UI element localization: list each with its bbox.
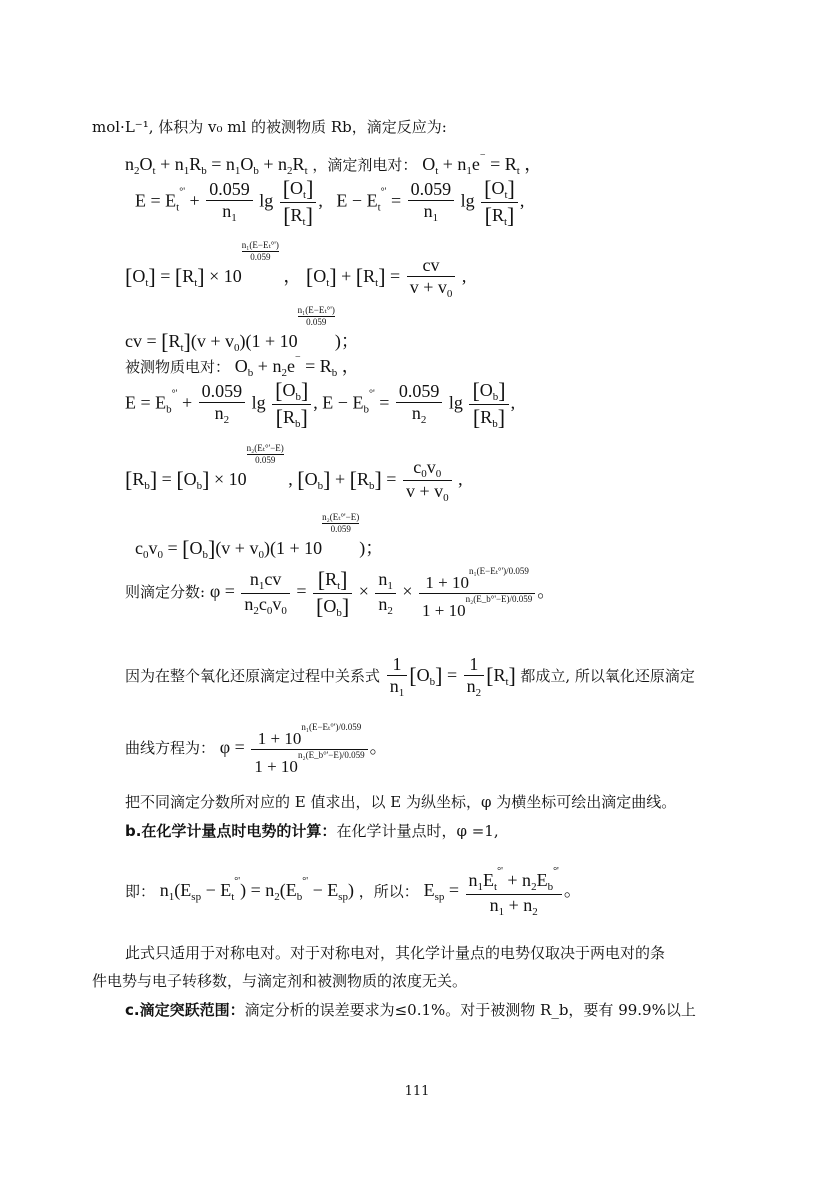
titrant-pair-label: ，滴定剂电对： [312, 156, 418, 174]
eq-phi: φ = $\frac{n_1cv}{n_2c_0v_0}$ = $\frac{[R_t]}{[O_b]}$ × $\frac{n_1}{n_2}$ × $\frac{1 + 10^{n_1(E-E_t^\circ')/0.059}}{1 + 10^{n_2(E\_b^\circ'-E)/0.059}}$ 。 [209, 566, 556, 620]
b-text: 在化学计量点时，φ =1, [336, 822, 499, 840]
frac-ob-rb: $\frac{[O_b]}{[R_b]}$ [272, 378, 311, 430]
eq-curve: φ = $\frac{1 + 10^{n_1(E-E_t^\circ')/0.059}}{1 + 10^{n_2(E\_b^\circ'-E)/0.059}}$ 。 [219, 722, 388, 776]
reaction-line [125, 150, 542, 178]
frac-0059-n1: $\frac{0.059}{n_1}$ [206, 179, 253, 224]
phi-label: 则滴定分数: [125, 583, 206, 602]
curve-line [125, 722, 388, 776]
frac-ot-rt: $\frac{[O_t]}{[R_t]}$ [280, 176, 317, 228]
phi-line [125, 566, 555, 620]
intro-line [92, 118, 447, 136]
frac-cv: $\frac{cv}{v + v_0}$ [407, 255, 456, 300]
c-heading: c.滴定突跃范围： [125, 1001, 245, 1019]
draw-text: 把不同滴定分数所对应的 E 值求出，以 E 为纵坐标，φ 为横坐标可绘出滴定曲线。 [125, 793, 677, 811]
rb-ob-relation-line: $[R_b] = [O_b] \times 10$ $^{\frac{\text{n₂(Eₜ°'−E)}}{0.059}}$ , $[O_b] + [R_b]$ = $\frac{c_0v_0}{v + v_0}$ , [125, 443, 463, 505]
because-text-b: 都成立, 所以氧化还原滴定 [520, 666, 695, 685]
sym-line-2 [92, 972, 467, 990]
curve-label: 曲线方程为： [125, 739, 216, 758]
b-heading-line [125, 822, 499, 840]
frac-0059-n2: $\frac{0.059}{n_2}$ [199, 381, 246, 426]
eq-sp: $n_1(E_{sp} - E_t^{^\circ'}) = n_2(E_b^{^\circ'} - E_{sp})$ [159, 876, 355, 904]
sp-line [125, 866, 582, 918]
sym-text-1: 此式只适用于对称电对。对于对称电对，其化学计量点的电势仅取决于两电对的条 [125, 944, 666, 962]
eq-relation: $\frac{1}{n_1}$ $[O_b]$ = $\frac{1}{n_2}$ $[R_t]$ [385, 665, 521, 685]
frac-0059-n1-b: $\frac{0.059}{n_1}$ [408, 179, 455, 224]
eq-analyte-half: $O_b + n_2e^- = R_b$ ， [234, 352, 360, 379]
intro-text: mol·L⁻¹, 体积为 v₀ ml 的被测物质 Rb，滴定反应为: [92, 118, 447, 136]
sym-line-1 [125, 944, 665, 962]
cv-line: cv = $[R_t](v + v_0)(1 + 10$ $^{\frac{\text{n₁(E−Eₜ°')}}{0.059}}$ )； [125, 305, 359, 354]
draw-line [125, 793, 676, 811]
frac-0059-n2-b: $\frac{0.059}{n_2}$ [396, 381, 443, 426]
because-line [125, 654, 695, 699]
b-heading: b.在化学计量点时电势的计算： [125, 822, 337, 840]
c0v0-line: $c_0v_0 = [O_b](v + v_0)(1 + 10$ $^{\frac{\text{n₂(Eₜ°'−E)}}{0.059}}$ )； [135, 512, 384, 561]
frac-ot-rt-b: $\frac{[O_t]}{[R_t]}$ [481, 176, 518, 228]
c-text: 滴定分析的误差要求为≤0.1%。对于被测物 R_b，要有 99.9%以上 [244, 1001, 696, 1019]
ot-rt-relation-line: $[O_t] = [R_t] \times 10$ $^{\frac{\text{n₁(E−Eₜ°')}}{0.059}}$ ， $[O_t] + [R_t]$ = $\frac{cv}{v + v_0}$ , [125, 240, 467, 300]
eq-reaction: $n_2O_t + n_1R_b = n_1O_b + n_2R_t$ [125, 154, 308, 177]
nernst-titrant-line: $E = E_t^{^\circ'}$ + $\frac{0.059}{n_1}$ lg $\frac{[O_t]}{[R_t]}$ , $E - E_t^{^\circ'}$ = $\frac{0.059}{n_1}$ lg $\frac{[O_t]}{[R_t]}$ , [135, 176, 525, 228]
analyte-pair-label: 被测物质电对： [125, 358, 231, 376]
nernst-analyte-line: $E = E_b^{^\circ'}$ + $\frac{0.059}{n_2}$ lg $\frac{[O_b]}{[R_b]}$ , $E - E_b^{^\circ'}$ = $\frac{0.059}{n_2}$ lg $\frac{[O_b]}{[R_b]}$ , [125, 378, 516, 430]
because-text-a: 因为在整个氧化还原滴定过程中关系式 [125, 666, 381, 685]
frac-c0v0: $\frac{c_0v_0}{v + v_0}$ [403, 457, 452, 505]
eq-esp: $E_{sp}$ = $\frac{n_1E_t^{^\circ'} + n_2E_b^{^\circ'}}{n_1 + n_2}$ 。 [423, 866, 582, 918]
eq-titrant-half: $O_t + n_1e^- = R_t$ ， [422, 150, 543, 177]
frac-ob-rb-b: $\frac{[O_b]}{[R_b]}$ [469, 378, 508, 430]
sym-text-2: 件电势与电子转移数，与滴定剂和被测物质的浓度无关。 [92, 972, 468, 990]
suoyi-label: ，所以： [358, 882, 419, 901]
c-heading-line [125, 1001, 696, 1019]
ji-label: 即： [125, 882, 156, 901]
analyte-pair-line [125, 352, 360, 380]
page-number: 111 [404, 1084, 430, 1099]
